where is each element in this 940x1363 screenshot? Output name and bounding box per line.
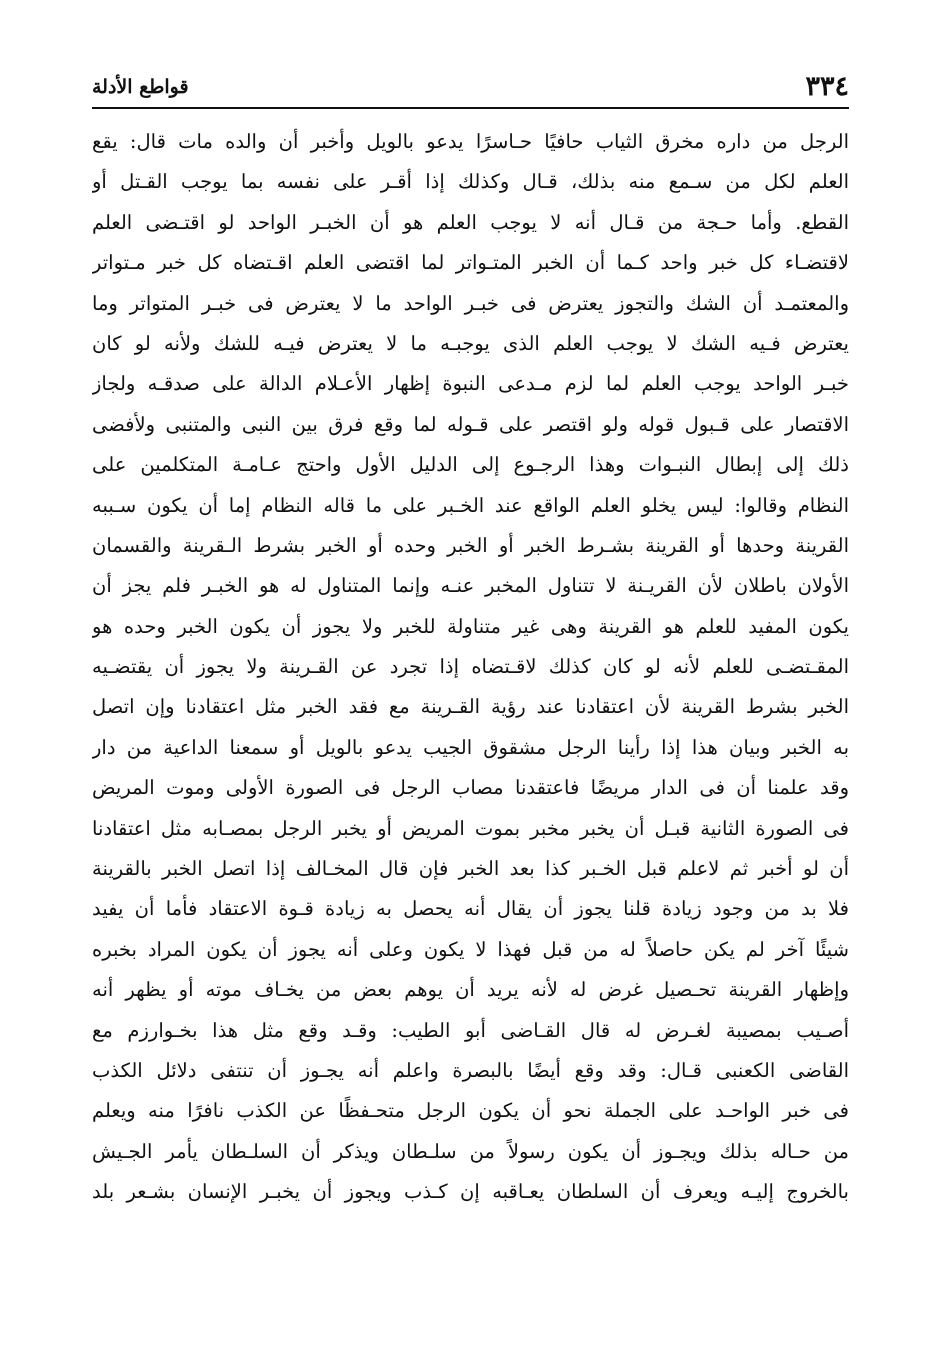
text-line: فلا بد من وجود زيادة قلنا يجوز أن يقال أنه يحصل به زيادة قـوة الاعتقاد فأما أن يفيد xyxy=(92,897,849,921)
text-line: خبـر الواحد يوجب العلم لما لزم مـدعى النبوة إظهار الأعـلام الدالة على صدقـه ولجاز xyxy=(92,372,849,396)
text-line: القرينة وحدها أو القرينة بشـرط الخبر أو الخبر وحده أو الخبر بشرط الـقرينة والقسمان xyxy=(92,533,849,557)
text-line: المقـتضـى للعلم لأنه لو كان كذلك لاقـتضاه إذا تجرد عن القـرينة ولا يجوز أن يقتضـيه xyxy=(92,655,849,679)
header-rule xyxy=(92,107,849,109)
text-line: القاضى الكعنبى قـال: وقد وقع أيضًا بالبصرة واعلم أنه يجـوز أن تنتفى دلائل الكذب xyxy=(92,1058,849,1082)
text-line: يعترض فـيه الشك لا يوجب العلم الذى يوجبـه ما لا يعترض فيـه للشك ولأنه لو كان xyxy=(92,331,849,355)
text-line: من حـاله بذلك ويجـوز أن يكون رسولاً من سلـطان ويذكر أن السلـطان يأمر الجـيش xyxy=(92,1139,849,1163)
page-header xyxy=(92,70,849,104)
text-line: شيئًا آخر لم يكن حاصلاً له من قبل فهذا لا يكون وعلى أنه يجوز أن يكون المراد بخبره xyxy=(92,937,849,961)
text-line: الاقتصار على قـبول قوله ولو اقتصر على قـوله لما وقع فرق بين النبى والمتنبى ولأفضى xyxy=(92,412,849,436)
text-line: بالخروج إليـه ويعرف أن السلطان يعـاقبه إن كـذب ويجوز أن يخبـر الإنسان بشـعر بلد xyxy=(92,1180,849,1204)
running-title: قواطع الأدلة xyxy=(92,76,189,98)
text-line: فى الصورة الثانية قبـل أن يخبر مخبر بموت المريض أو يخبر الرجل بمصـابه مثل اعتقادنا xyxy=(92,816,849,840)
text-line: والمعتمـد أن الشك والتجوز يعترض فى خبـر الواحد ما لا يعترض فى خبـر المتواتر وما xyxy=(92,291,849,315)
text-line: القطع. وأما حـجة من قـال أنه لا يوجب العلم هو أن الخبـر الواحد لو اقتـضى العلم xyxy=(92,210,849,234)
text-line: ذلك إلى إبطال النبـوات وهذا الرجـوع إلى الدليل الأول واحتج عـامـة المتكلمين على xyxy=(92,453,849,477)
text-line: الأولان باطلان لأن القريـنة لا تتناول المخبر عنـه وإنما المتناول له هو الخبـر فلم يجز أن xyxy=(92,574,849,598)
page-number: ٣٣٤ xyxy=(805,71,849,102)
text-line: فى خبر الواحـد على الجملة نحو أن يكون الرجل متحـفظًا عن الكذب نافرًا منه ويعلم xyxy=(92,1099,849,1123)
body-text xyxy=(92,122,849,1213)
text-line: لاقتضـاء كل خبر واحد كـما أن الخبر المتـواتر لما اقتضى العلم اقـتضاه كل خبر مـتواتر xyxy=(92,251,849,275)
text-line: وقد علمنا أن فى الدار مريضًا فاعتقدنا مصاب الرجل فى الصورة الأولى وموت المريض xyxy=(92,776,849,800)
text-line: النظام وقالوا: ليس يخلو العلم الواقع عند الخـبر على ما قاله النظام إما أن يكون سـببه xyxy=(92,493,849,517)
text-line: الخبر بشرط القرينة لأن اعتقادنا عند رؤية القـرينة مع فقد الخبر مثل اعتقادنا وإن اتصل xyxy=(92,695,849,719)
text-line: به الخبر وبيان هذا إذا رأينا الرجل مشقوق الجيب يدعو بالويل أو سمعنا الداعية من دار xyxy=(92,735,849,759)
text-line: الرجل من داره مخرق الثياب حافيًا حـاسرًا يدعو بالويل وأخبر أن والده مات قال: يقع xyxy=(92,130,849,153)
text-line: أصـيب بمصيبة لغـرض له قال القـاضى أبو الطيب: وقـد وقع مثل هذا بخـوارزم مع xyxy=(92,1018,849,1042)
text-line: يكون المفيد للعلم هو القرينة وهى غير متناولة للخبر ولا يجوز أن يكون الخبر وحده هو xyxy=(92,614,849,638)
text-line: أن لو أخبر ثم لاعلم قبل الخـبر كذا بعد الخبر فإن قال المخـالف إذا اتصل الخبر بالقرينة xyxy=(92,857,849,881)
text-line: وإظهار القرينة تحـصيل غرض له لأنه يريد أن يوهم بعض من يخـاف موته أو يظهر أنه xyxy=(92,978,849,1002)
text-line: العلم لكل من سـمع منه بذلك، قـال وكذلك إذا أقـر على نفسه بما يوجب القـتل أو xyxy=(92,170,849,194)
